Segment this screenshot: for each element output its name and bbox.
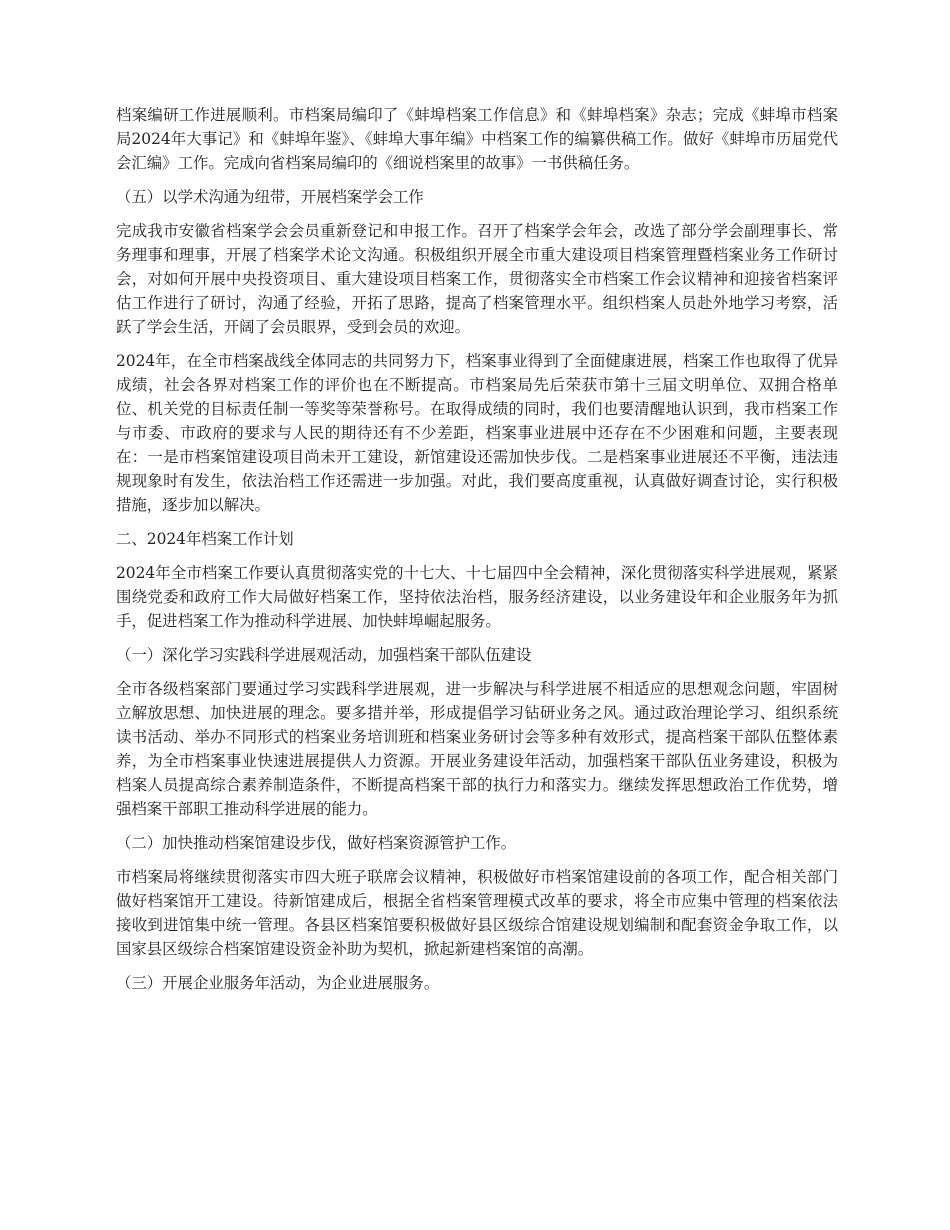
paragraph-archive-building: 市档案局将继续贯彻落实市四大班子联席会议精神，积极做好市档案馆建设前的各项工作，配合相关部门做好档案馆开工建设。待新馆建成后，根据全省档案管理模式改革的要求，将全市应集中管理的档案依法接收到进馆集中统一管理。各县区档案馆要积极做好县区级综合馆建设规划编制和配套资金争取工作，以国家县区级综合档案馆建设资金补助为契机，掀起新建档案馆的高潮。 [116,868,838,958]
paragraph-archives-compilation: 档案编研工作进展顺利。市档案局编印了《蚌埠档案工作信息》和《蚌埠档案》杂志；完成《蚌埠市档案局2024年大事记》和《蚌埠年鉴》、《蚌埠大事年编》中档案工作的编纂供稿工作。做好《蚌埠市历届党代会汇编》工作。完成向省档案局编印的《细说档案里的故事》一书供稿任务。 [116,106,838,172]
document-page [116,103,838,1005]
paragraph-2024-summary: 2024年，在全市档案战线全体同志的共同努力下，档案事业得到了全面健康进展，档案工作也取得了优异成绩，社会各界对档案工作的评价也在不断提高。市档案局先后荣获市第十三届文明单位、双拥合格单位、机关党的目标责任制一等奖等荣誉称号。在取得成绩的同时，我们也要清醒地认识到，我市档案工作与市委、市政府的要求与人民的期待还有不少差距，档案事业进展中还存在不少困难和问题，主要表现在：一是市档案馆建设项目尚未开工建设，新馆建设还需加快步伐。二是档案事业进展还不平衡，违法违规现象时有发生，依法治档工作还需进一步加强。对此，我们要高度重视，认真做好调查讨论，实行积极措施，逐步加以解决。 [116,352,838,514]
section-heading-1: （一）深化学习实践科学进展观活动，加强档案干部队伍建设 [116,646,532,664]
paragraph-plan-overview: 2024年全市档案工作要认真贯彻落实党的十七大、十七届四中全会精神，深化贯彻落实科学进展观，紧紧围绕党委和政府工作大局做好档案工作，坚持依法治档，服务经济建设，以业务建设年和企业服务年为抓手，促进档案工作为推动科学进展、加快蚌埠崛起服务。 [116,564,838,630]
paragraph-team-building: 全市各级档案部门要通过学习实践科学进展观，进一步解决与科学进展不相适应的思想观念问题，牢固树立解放思想、加快进展的理念。要多措并举，形成提倡学习钻研业务之风。通过政治理论学习、组织系统读书活动、举办不同形式的档案业务培训班和档案业务研讨会等多种有效形式，提高档案干部队伍整体素养，为全市档案事业快速进展提供人力资源。开展业务建设年活动，加强档案干部队伍业务建设，积极为档案人员提高综合素养制造条件，不断提高档案干部的执行力和落实力。继续发挥思想政治工作优势，增强档案干部职工推动科学进展的能力。 [116,680,838,818]
section-heading-5: （五）以学术沟通为纽带，开展档案学会工作 [116,188,424,206]
section-heading-2: （二）加快推动档案馆建设步伐，做好档案资源管护工作。 [116,834,517,852]
section-heading-3: （三）开展企业服务年活动，为企业进展服务。 [116,974,440,992]
paragraph-archives-society: 完成我市安徽省档案学会会员重新登记和申报工作。召开了档案学会年会，改选了部分学会副理事长、常务理事和理事，开展了档案学术论文沟通。积极组织开展全市重大建设项目档案管理暨档案业务工作研讨会，对如何开展中央投资项目、重大建设项目档案工作，贯彻落实全市档案工作会议精神和迎接省档案评估工作进行了研讨，沟通了经验，开拓了思路，提高了档案管理水平。组织档案人员赴外地学习考察，活跃了学会生活，开阔了会员眼界，受到会员的欢迎。 [116,222,838,336]
section-heading-plan: 二、2024年档案工作计划 [116,530,294,548]
